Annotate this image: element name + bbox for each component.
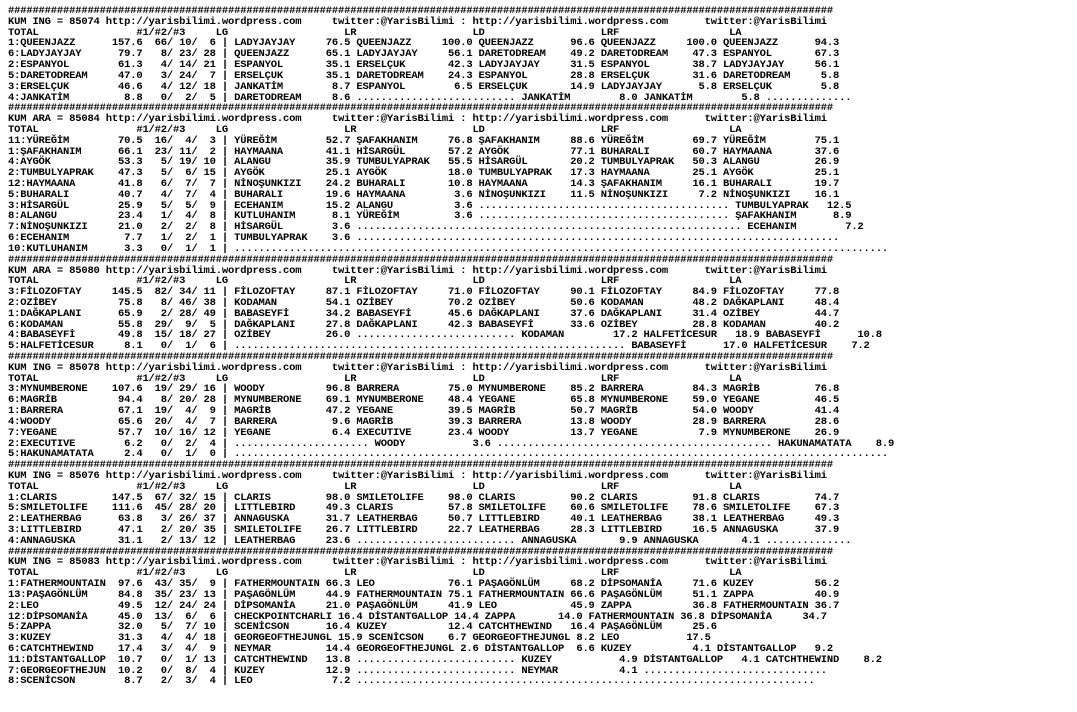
text-line: KUM ARA = 85080 http://yarisbilimi.wordpress.com twitter:@YarisBilimi : http://yarisbilimi.wordpress.com twitter:@YarisBilimi xyxy=(8,264,827,277)
text-line: 5:DARETODREAM 47.0 3/ 24/ 7 | ERSELÇUK 35.1 DARETODREAM 24.3 ESPANYOL 28.8 ERSELÇUK 31.6 DARETODREAM 5.8 xyxy=(8,69,840,82)
text-line: TOTAL #1/#2/#3 LG LR LD LRF LA xyxy=(8,567,742,580)
text-line: 2:OZİBEY 75.8 8/ 46/ 38 | KODAMAN 54.1 OZİBEY 70.2 OZİBEY 50.6 KODAMAN 48.2 DAĞKAPLANI 48.4 xyxy=(8,296,840,309)
text-line: KUM ING = 85083 http://yarisbilimi.wordpress.com twitter:@YarisBilimi : http://yarisbilimi.wordpress.com twitter:@YarisBilimi xyxy=(8,556,827,569)
text-line: TOTAL #1/#2/#3 LG LR LD LRF LA xyxy=(8,372,742,385)
text-line: 5:ZAPPA 32.0 5/ 7/ 10 | SCENİCSON 16.4 KUZEY 12.4 CATCHTHEWIND 16.4 PAŞAGÖNLÜM 25.6 xyxy=(8,621,717,634)
text-line: 11:YÜREĞİM 70.5 16/ 4/ 3 | YÜREĞİM 52.7 ŞAFAKHANIM 76.8 ŞAFAKHANIM 88.6 YÜREĞİM 69.7 YÜREĞİM 75.1 xyxy=(8,134,840,147)
text-line: 6:LADYJAYJAY 79.7 8/ 23/ 28 | QUEENJAZZ 65.1 LADYJAYJAY 56.1 DARETODREAM 49.2 DARETODREAM 47.3 ESPANYOL 67.3 xyxy=(8,48,840,61)
text-line: 2:LEATHERBAG 63.8 3/ 26/ 37 | ANNAGUSKA 31.7 LEATHERBAG 50.7 LITTLEBIRD 40.1 LEATHERBAG 38.1 LEATHERBAG 49.3 xyxy=(8,513,840,526)
text-line: 6:CATCHTHEWIND 17.4 3/ 4/ 9 | NEYMAR 14.4 GEORGEOFTHEJUNGL 2.6 DİSTANTGALLOP 6.6 KUZEY 4.1 DİSTANTGALLOP 9.2 xyxy=(8,642,833,655)
text-line: TOTAL #1/#2/#3 LG LR LD LRF LA xyxy=(8,123,742,136)
text-line: 4:AYGÖK 53.3 5/ 19/ 10 | ALANGU 35.9 TUMBULYAPRAK 55.5 HİSARGÜL 20.2 TUMBULYAPRAK 50.3 ALANGU 26.9 xyxy=(8,156,840,169)
text-line: 8:ALANGU 23.4 1/ 4/ 8 | KUTLUHANIM 8.1 YÜREĞİM 3.6 ......................................... ŞAFAKHANIM 8.9 xyxy=(8,210,852,223)
text-line: 2:ESPANYOL 61.3 4/ 14/ 21 | ESPANYOL 35.1 ERSELÇUK 42.3 LADYJAYJAY 31.5 ESPANYOL 38.7 LADYJAYJAY 56.1 xyxy=(8,59,840,72)
text-line: 5:HALFETİCESUR 8.1 0/ 1/ 6 | ................................................................ BABASEYFİ 17.0 HALFETİCESUR 7.2 xyxy=(8,340,870,353)
text-line: 1:DAĞKAPLANI 65.9 2/ 28/ 49 | BABASEYFİ 34.2 BABASEYFİ 45.6 DAĞKAPLANI 37.6 DAĞKAPLANI 31.4 OZİBEY 44.7 xyxy=(8,307,840,320)
text-line: 4:BABASEYFİ 49.8 15/ 18/ 27 | OZİBEY 26.0 .......................... KODAMAN 17.2 HALFETİCESUR 18.9 BABASEYFİ 10.8 xyxy=(8,329,882,342)
text-line: 12:HAYMAANA 41.8 6/ 7/ 7 | NİNOŞUNKIZI 24.2 BUHARALI 10.8 HAYMAANA 14.3 ŞAFAKHANIM 16.1 BUHARALI 19.7 xyxy=(8,178,840,190)
text-line: 6:MAGRİB 94.4 8/ 20/ 28 | MYNUMBERONE 69.1 MYNUMBERONE 48.4 YEGANE 65.8 MYNUMBERONE 59.0 YEGANE 46.5 xyxy=(8,394,840,407)
race-stats-text-document xyxy=(8,6,894,687)
text-line: 2:EXECUTIVE 6.2 0/ 2/ 4 | ...................... WOODY 3.6 ............................................. HAKUNAMATATA 8.9 xyxy=(8,437,895,450)
text-line: KUM ING = 85074 http://yarisbilimi.wordpress.com twitter:@YarisBilimi : http://yarisbilimi.wordpress.com twitter:@YarisBilimi xyxy=(8,15,827,28)
text-line: 11:DİSTANTGALLOP 10.7 0/ 1/ 13 | CATCHTHEWIND 13.8 .......................... KUZEY 4.9 DİSTANTGALLOP 4.1 CATCHTHEWIND 8.2 xyxy=(8,653,882,666)
text-line: 12:DİPSOMANİA 45.0 13/ 6/ 6 | CHECKPOINTCHARLI 16.4 DİSTANTGALLOP 14.4 ZAPPA 14.0 FATHERMOUNTAIN 36.8 DİPSOMANİA 34.7 xyxy=(8,610,827,623)
text-line: ####################################################################################################################################### xyxy=(8,545,833,558)
text-line: 1:FATHERMOUNTAIN 97.6 43/ 35/ 9 | FATHERMOUNTAIN 66.3 LEO 76.1 PAŞAGÖNLÜM 68.2 DİPSOMANİA 71.6 KUZEY 56.2 xyxy=(8,578,840,591)
text-line: 13:PAŞAGÖNLÜM 84.8 35/ 23/ 13 | PAŞAGÖNLÜM 44.9 FATHERMOUNTAIN 75.1 FATHERMOUNTAIN 66.6 PAŞAGÖNLÜM 51.1 ZAPPA 40.9 xyxy=(8,588,840,601)
text-line: 7:YEGANE 57.7 10/ 16/ 12 | YEGANE 6.4 EXECUTIVE 23.4 WOODY 13.7 YEGANE 7.9 MYNUMBERONE 26.9 xyxy=(8,426,840,439)
text-line: ####################################################################################################################################### xyxy=(8,253,833,266)
text-line: 7:NİNOŞUNKIZI 21.0 2/ 2/ 8 | HİSARGÜL 3.6 ............................................................... ECEHANIM 7.2 xyxy=(8,221,864,234)
text-line: 6:KODAMAN 55.8 29/ 9/ 5 | DAĞKAPLANI 27.8 DAĞKAPLANI 42.3 BABASEYFİ 33.6 OZİBEY 28.8 KODAMAN 40.2 xyxy=(8,318,840,331)
text-line: KUM ARA = 85084 http://yarisbilimi.wordpress.com twitter:@YarisBilimi : http://yarisbilimi.wordpress.com twitter:@YarisBilimi xyxy=(8,113,827,126)
text-line: ####################################################################################################################################### xyxy=(8,102,833,115)
text-line: 1:ŞAFAKHANIM 66.1 23/ 11/ 2 | HAYMAANA 41.1 HİSARGÜL 57.2 AYGÖK 77.1 BUHARALI 60.7 HAYMAANA 37.6 xyxy=(8,145,840,158)
text-line: TOTAL #1/#2/#3 LG LR LD LRF LA xyxy=(8,480,742,493)
text-line: 8:SCENİCSON 8.7 2/ 3/ 4 | LEO 7.2 ........................................................................... xyxy=(8,675,815,688)
text-line: 3:LITTLEBIRD 47.1 2/ 20/ 35 | SMILETOLIFE 26.7 LITTLEBIRD 22.7 LEATHERBAG 28.3 LITTLEBIRD 16.5 ANNAGUSKA 37.9 xyxy=(8,524,840,536)
text-line: 5:BUHARALI 40.7 4/ 7/ 4 | BUHARALI 19.6 HAYMAANA 3.6 NİNOŞUNKIZI 11.5 NİNOŞUNKIZI 7.2 NİNOŞUNKIZI 16.1 xyxy=(8,188,840,201)
text-line: 3:HİSARGÜL 25.9 5/ 5/ 9 | ECEHANIM 15.2 ALANGU 3.6 ......................................... TUMBULYAPRAK 12.5 xyxy=(8,199,852,212)
text-line: TOTAL #1/#2/#3 LG LR LD LRF LA xyxy=(8,26,742,39)
text-line: 5:SMILETOLIFE 111.6 45/ 28/ 20 | LITTLEBIRD 49.3 CLARIS 57.8 SMILETOLIFE 60.6 SMILETOLIFE 78.6 SMILETOLIFE 67.3 xyxy=(8,502,840,515)
text-line: 2:LEO 49.5 12/ 24/ 24 | DİPSOMANİA 21.0 PAŞAGÖNLÜM 41.9 LEO 45.9 ZAPPA 36.8 FATHERMOUNTAIN 36.7 xyxy=(8,599,840,612)
text-line: 2:TUMBULYAPRAK 47.3 5/ 6/ 15 | AYGÖK 25.1 AYGÖK 18.0 TUMBULYAPRAK 17.3 HAYMAANA 25.1 AYGÖK 25.1 xyxy=(8,167,840,180)
text-line: 3:MYNUMBERONE 107.6 19/ 29/ 16 | WOODY 96.8 BARRERA 75.0 MYNUMBERONE 85.2 BARRERA 84.3 MAGRİB 76.8 xyxy=(8,383,840,396)
text-line: ####################################################################################################################################### xyxy=(8,5,833,17)
text-line: 4:JANKATİM 8.8 0/ 2/ 5 | DARETODREAM 8.6 .......................... JANKATİM 8.0 JANKATİM 5.8 .............. xyxy=(8,91,852,104)
text-line: 4:ANNAGUSKA 31.1 2/ 13/ 12 | LEATHERBAG 23.6 .......................... ANNAGUSKA 9.9 ANNAGUSKA 4.1 .............. xyxy=(8,534,852,547)
text-line: KUM ING = 85078 http://yarisbilimi.wordpress.com twitter:@YarisBilimi : http://yarisbilimi.wordpress.com twitter:@YarisBilimi xyxy=(8,361,827,374)
text-line: 10:KUTLUHANIM 3.3 0/ 1/ 1 | ........................................................................................................... xyxy=(8,242,888,255)
text-line: TOTAL #1/#2/#3 LG LR LD LRF LA xyxy=(8,275,742,288)
text-line: ####################################################################################################################################### xyxy=(8,459,833,472)
text-line: 6:ECEHANIM 7.7 1/ 2/ 1 | TUMBULYAPRAK 3.6 ............................................................................... xyxy=(8,232,840,245)
text-line: 1:CLARIS 147.5 67/ 32/ 15 | CLARIS 98.0 SMILETOLIFE 98.0 CLARIS 90.2 CLARIS 91.8 CLARIS 74.7 xyxy=(8,491,840,504)
text-line: 7:GEORGEOFTHEJUN 10.2 0/ 8/ 4 | KUZEY 12.9 .......................... NEYMAR 4.1 .............................. xyxy=(8,664,827,677)
text-line: 1:BARRERA 67.1 19/ 4/ 9 | MAGRİB 47.2 YEGANE 39.5 MAGRİB 50.7 MAGRİB 54.0 WOODY 41.4 xyxy=(8,405,840,418)
text-line: 5:HAKUNAMATATA 2.4 0/ 1/ 0 | ........................................................................................................... xyxy=(8,448,888,461)
text-line: KUM ING = 85076 http://yarisbilimi.wordpress.com twitter:@YarisBilimi : http://yarisbilimi.wordpress.com twitter:@YarisBilimi xyxy=(8,469,827,482)
text-line: 3:FİLOZOFTAY 145.5 82/ 34/ 11 | FİLOZOFTAY 87.1 FİLOZOFTAY 71.0 FİLOZOFTAY 90.1 FİLOZOFTAY 84.9 FİLOZOFTAY 77.8 xyxy=(8,286,840,299)
text-line: 1:QUEENJAZZ 157.6 66/ 10/ 6 | LADYJAYJAY 76.5 QUEENJAZZ 100.0 QUEENJAZZ 96.6 QUEENJAZZ 100.0 QUEENJAZZ 94.3 xyxy=(8,37,840,50)
text-line: ####################################################################################################################################### xyxy=(8,351,833,363)
text-line: 3:ERSELÇUK 46.6 4/ 12/ 18 | JANKATİM 8.7 ESPANYOL 6.5 ERSELÇUK 14.9 LADYJAYJAY 5.8 ERSELÇUK 5.8 xyxy=(8,80,840,93)
text-line: 3:KUZEY 31.3 4/ 4/ 18 | GEORGEOFTHEJUNGL 15.9 SCENİCSON 6.7 GEORGEOFTHEJUNGL 8.2 LEO 17.5 xyxy=(8,632,711,645)
text-line: 4:WOODY 65.6 20/ 4/ 7 | BARRERA 9.6 MAGRİB 39.3 BARRERA 13.8 WOODY 28.9 BARRERA 28.6 xyxy=(8,415,840,428)
